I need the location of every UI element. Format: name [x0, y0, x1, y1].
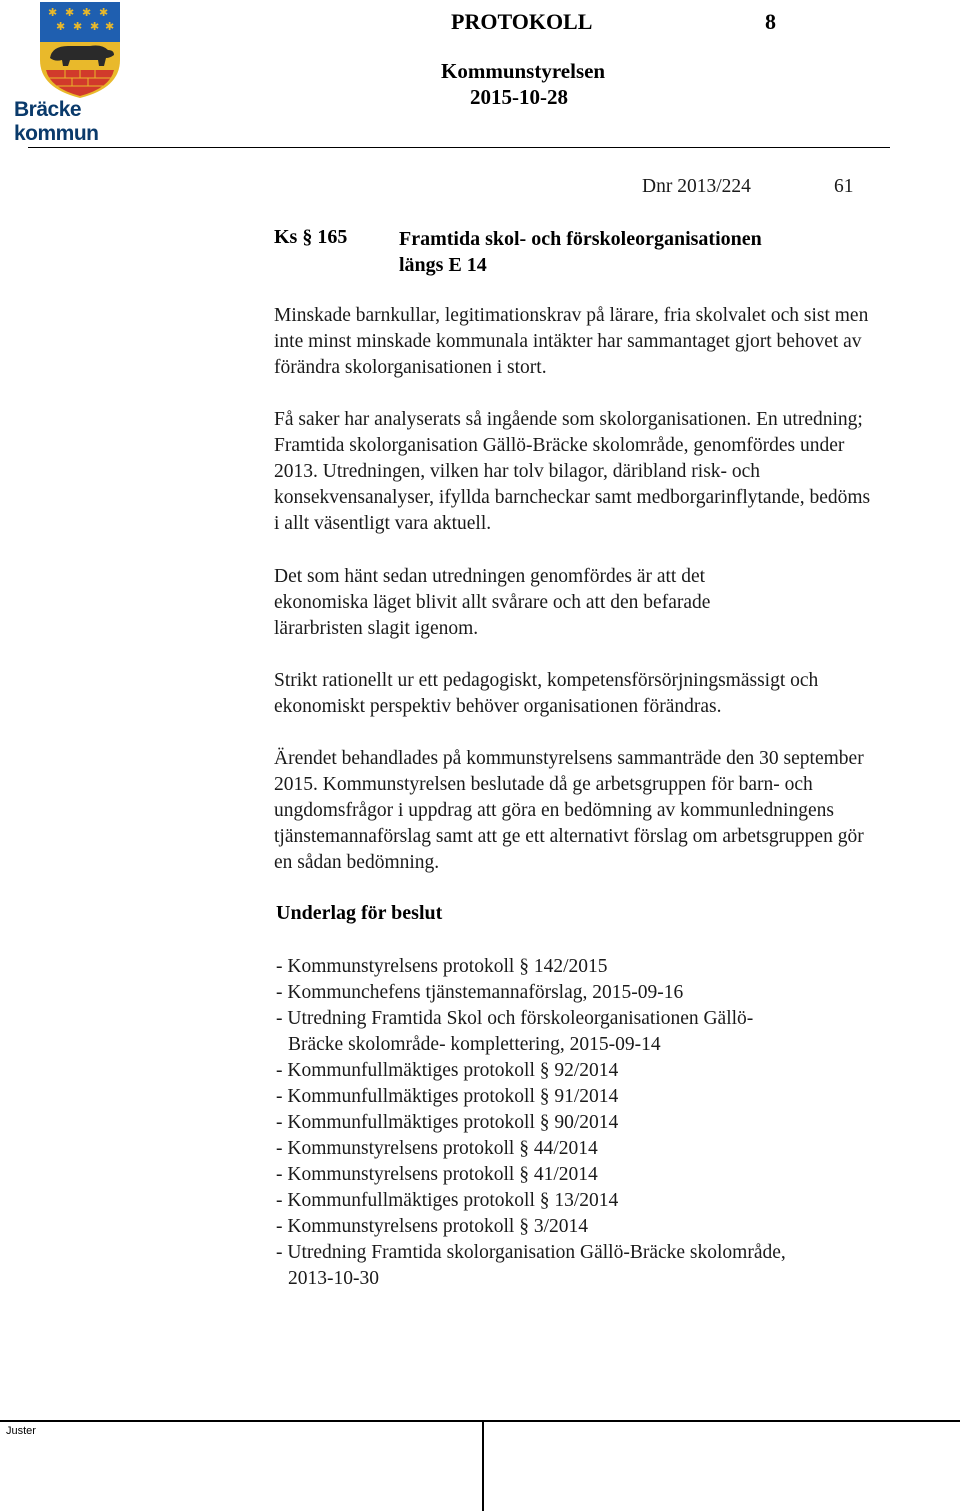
svg-text:✱: ✱: [65, 6, 75, 19]
logo-name: Bräcke kommun: [14, 98, 99, 145]
list-item: - Kommunfullmäktiges protokoll § 92/2014: [276, 1060, 619, 1081]
municipality-logo: [10, 0, 150, 145]
list-item: - Kommunstyrelsens protokoll § 3/2014: [276, 1216, 588, 1237]
list-item: 2013-10-30: [288, 1268, 379, 1289]
list-item: - Kommunstyrelsens protokoll § 44/2014: [276, 1138, 598, 1159]
underlag-heading: Underlag för beslut: [276, 902, 443, 924]
svg-text:✱: ✱: [48, 6, 58, 19]
svg-text:✱: ✱: [73, 20, 83, 33]
document-type-title: PROTOKOLL: [451, 9, 593, 34]
svg-text:✱: ✱: [82, 6, 92, 19]
list-item: - Utredning Framtida skolorganisation Gällö-Bräcke skolområde,: [276, 1242, 786, 1263]
paragraph-3: Det som hänt sedan utredningen genomfördes är att det ekonomiska läget blivit allt svårare och att den befarade lärarbristen slagit igenom.: [274, 566, 711, 639]
footer-divider: [0, 1420, 960, 1422]
paragraph-4: Strikt rationellt ur ett pedagogiskt, kompetensförsörjningsmässigt och ekonomiskt perspektiv behöver organisationen förändras.: [274, 670, 819, 717]
svg-text:✱: ✱: [56, 20, 66, 33]
underlag-list: [276, 954, 786, 1292]
case-title: [399, 226, 762, 278]
coat-of-arms-icon: [10, 0, 150, 100]
footer-label: Juster: [6, 1425, 36, 1437]
paragraph-5: Ärendet behandlades på kommunstyrelsens sammanträde den 30 september 2015. Kommunstyrelsen beslutade då ge arbetsgruppen för barn- och ungdomsfrågor i uppdrag att göra en bedömning av kommunledningens tjänstemannaförslag samt att ge ett alternativt förslag om arbetsgruppen gör en sådan bedömning.: [274, 748, 864, 873]
page-number: 8: [765, 9, 776, 34]
case-title-line1: Framtida skol- och förskoleorganisationen: [399, 228, 762, 250]
meeting-date: 2015-10-28: [470, 85, 568, 109]
case-title-line2: längs E 14: [399, 254, 487, 276]
paragraph-1: Minskade barnkullar, legitimationskrav på lärare, fria skolvalet och sist men inte minst minskade kommunala intäkter har sammantaget gjort behovet av förändra skolorganisationen i stort.: [274, 305, 869, 378]
paragraph-2: Få saker har analyserats så ingående som skolorganisationen. En utredning; Framtida skolorganisation Gällö-Bräcke skolområde, genomfördes under 2013. Utredningen, vilken har tolv bilagor, däribland risk- och konsekvensanalyser, ifyllda barncheckar samt medborgarinflytande, bedöms i allt väsentligt vara aktuell.: [274, 409, 871, 534]
list-item: - Utredning Framtida Skol och förskoleorganisationen Gällö-: [276, 1008, 754, 1029]
list-item: - Kommunstyrelsens protokoll § 142/2015: [276, 956, 608, 977]
list-item: - Kommunfullmäktiges protokoll § 90/2014: [276, 1112, 619, 1133]
svg-text:✱: ✱: [90, 20, 100, 33]
paragraph-number: Ks § 165: [274, 226, 348, 248]
list-item: - Kommunchefens tjänstemannaförslag, 2015-09-16: [276, 982, 684, 1003]
list-item: Bräcke skolområde- komplettering, 2015-09-14: [288, 1034, 661, 1055]
list-item: - Kommunfullmäktiges protokoll § 91/2014: [276, 1086, 619, 1107]
header-divider: [28, 147, 890, 148]
committee-name: Kommunstyrelsen: [441, 59, 606, 83]
case-ref-number: 61: [834, 176, 854, 197]
list-item: - Kommunfullmäktiges protokoll § 13/2014: [276, 1190, 619, 1211]
svg-text:✱: ✱: [105, 20, 115, 33]
svg-text:✱: ✱: [99, 6, 109, 19]
diary-number: Dnr 2013/224: [642, 176, 751, 197]
list-item: - Kommunstyrelsens protokoll § 41/2014: [276, 1164, 598, 1185]
footer-column-divider: [482, 1420, 484, 1511]
